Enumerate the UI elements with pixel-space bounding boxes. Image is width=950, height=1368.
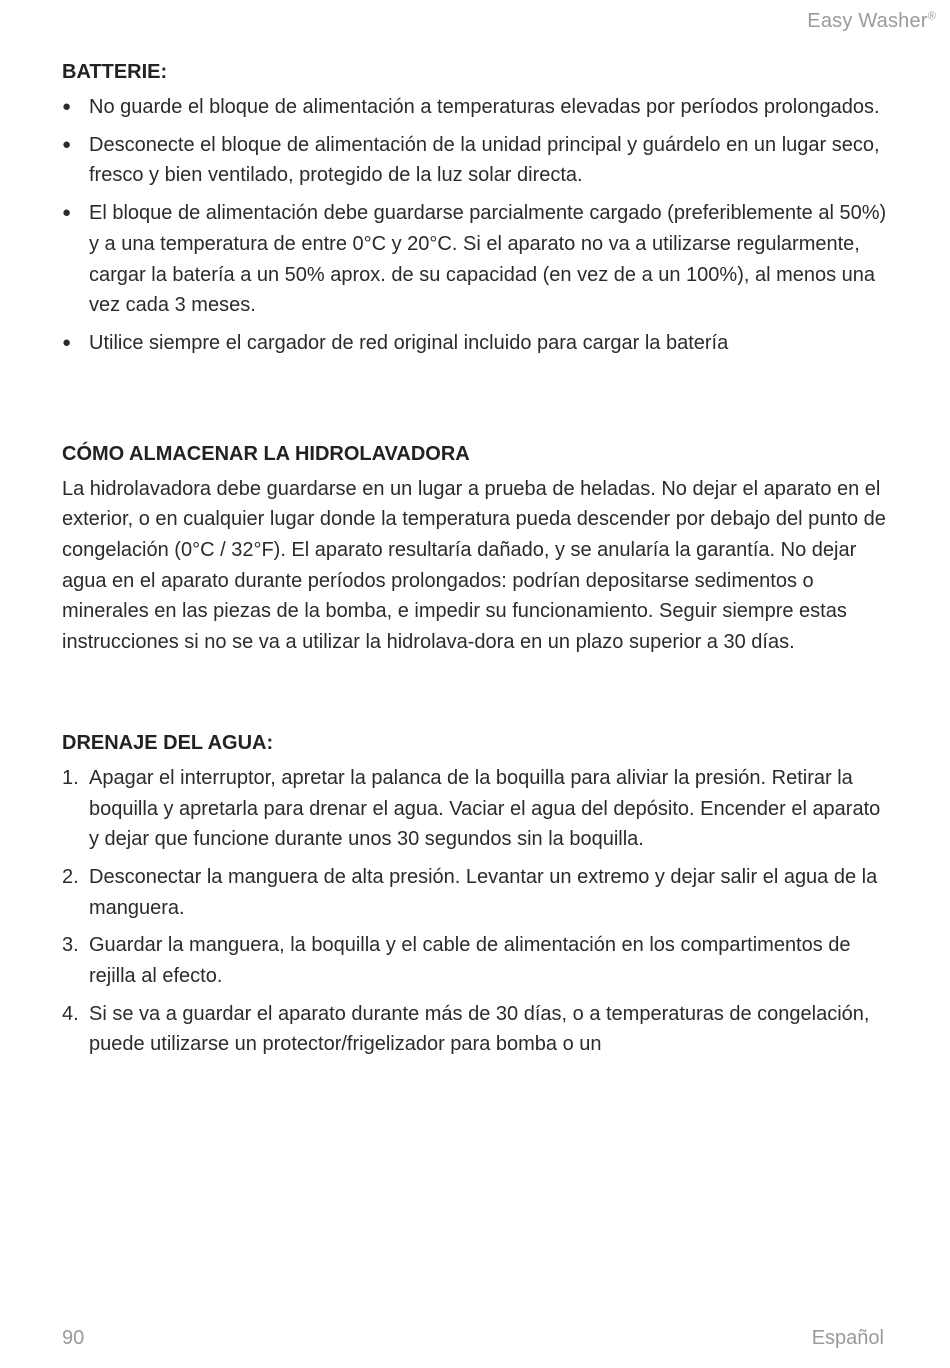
battery-item-text: Utilice siempre el cargador de red original incluido para cargar la batería: [89, 331, 729, 354]
battery-item-text: Desconecte el bloque de alimentación de la unidad principal y guárdelo en un lugar seco, fresco y bien ventilado, protegido de la luz solar directa.: [89, 133, 880, 187]
brand-header: [807, 10, 936, 33]
page-number: 90: [62, 1327, 85, 1349]
drain-step: [62, 999, 892, 1060]
battery-item: [62, 92, 892, 123]
battery-heading: BATTERIE:: [62, 61, 168, 83]
drain-steps: [62, 763, 892, 1060]
section-spacer: [62, 658, 892, 728]
bullet-icon: ●: [62, 204, 72, 222]
battery-list: [62, 92, 892, 359]
battery-item-text: No guarde el bloque de alimentación a temperaturas elevadas por períodos prolongados.: [89, 96, 880, 118]
storage-heading: CÓMO ALMACENAR LA HIDROLAVADORA: [62, 442, 470, 465]
bullet-icon: ●: [62, 98, 72, 115]
footer-language: Español: [811, 1327, 884, 1349]
page-content: [62, 57, 892, 1067]
step-text: Guardar la manguera, la boquilla y el cable de alimentación en los compartimentos de rejilla al efecto.: [89, 934, 851, 988]
step-number: 4.: [62, 1002, 79, 1025]
registered-mark: ®: [927, 10, 936, 23]
step-number: 2.: [62, 865, 79, 888]
brand-name: Easy Washer: [807, 10, 928, 32]
battery-item: [62, 198, 892, 321]
drain-step: [62, 862, 892, 923]
drain-step: [62, 930, 892, 991]
battery-item: [62, 328, 892, 359]
step-text: Apagar el interruptor, apretar la palanca de la boquilla para aliviar la presión. Retirar la boquilla y apretarla para drenar el agua. Vaciar el agua del depósito. Encender el aparato y dejar que funcione durante unos 30 segundos sin la boquilla.: [89, 766, 881, 851]
bullet-icon: ●: [62, 135, 72, 153]
drain-heading: DRENAJE DEL AGUA:: [62, 731, 274, 754]
battery-item: [62, 130, 892, 191]
step-number: 1.: [62, 766, 79, 789]
storage-body: La hidrolavadora debe guardarse en un lugar a prueba de heladas. No dejar el aparato en el exterior, o en cualquier lugar donde la temperatura pueda descender por debajo del punto de congelación (0°C / 32°F). El aparato resultaría dañado, y se anularía la garantía. No dejar agua en el aparato durante períodos prolongados: podrían depositarse sedimentos o minerales en las piezas de la bomba, e impedir su funcionamiento. Seguir siempre estas instrucciones si no se va a utilizar la hidrolava-dora en un plazo superior a 30 días.: [62, 477, 886, 654]
drain-step: [62, 763, 892, 855]
battery-item-text: El bloque de alimentación debe guardarse parcialmente cargado (preferiblemente al 50%) y a una temperatura de entre 0°C y 20°C. Si el aparato no va a utilizarse regularmente, cargar la batería a un 50% aprox. de su capacidad (en vez de a un 100%), al menos una vez cada 3 meses.: [89, 202, 887, 317]
bullet-icon: ●: [62, 333, 72, 351]
step-text: Desconectar la manguera de alta presión. Levantar un extremo y dejar salir el agua de la manguera.: [89, 865, 878, 919]
step-number: 3.: [62, 934, 79, 957]
section-spacer: [62, 366, 892, 439]
step-text: Si se va a guardar el aparato durante más de 30 días, o a temperaturas de congelación, puede utilizarse un protector/frigelizador para bomba o un: [89, 1002, 870, 1056]
